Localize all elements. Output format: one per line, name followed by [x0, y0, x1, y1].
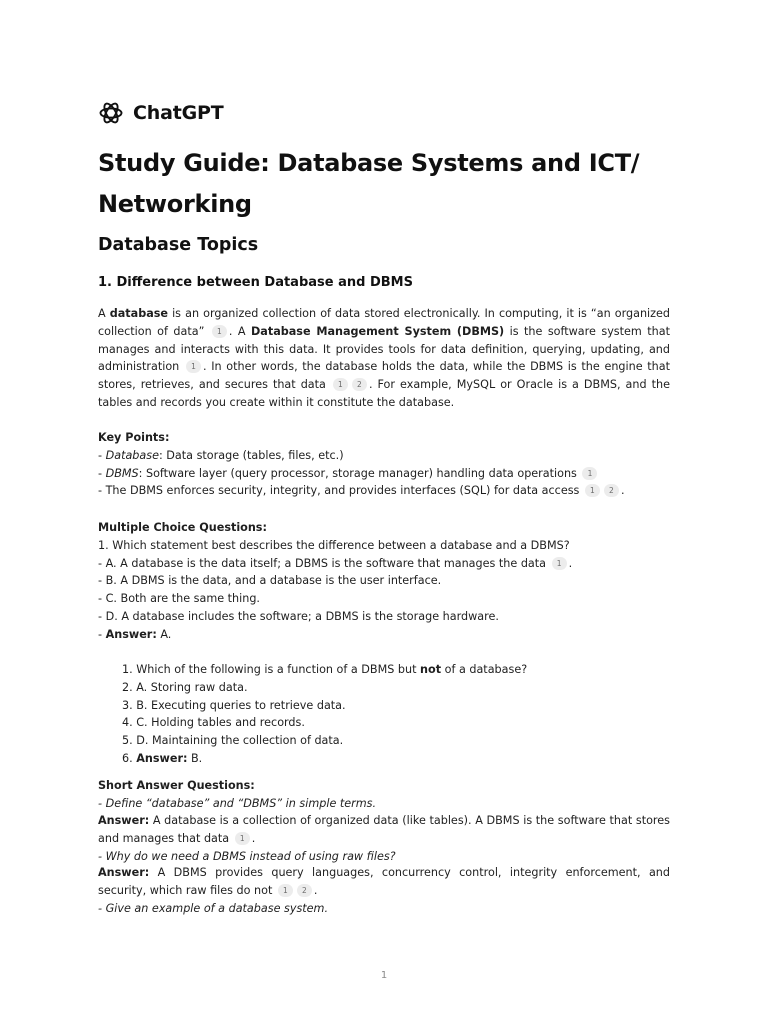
citation-badge[interactable]: 1 — [235, 832, 250, 845]
intro-text: . A — [228, 324, 252, 338]
list-item: - Database: Data storage (tables, files, etc.) — [98, 448, 344, 462]
intro-text: . For example, MySQL or Oracle is a DBMS, and the tables and records you create within it constitute the database. — [98, 378, 670, 409]
mcq-option: - D. A database includes the software; a DBMS is the storage hardware. — [98, 609, 499, 623]
mcq-heading: Multiple Choice Questions: — [98, 521, 267, 534]
short-answer-questions-3 — [98, 900, 670, 918]
brand-header — [98, 100, 223, 126]
short-answer: Answer: A database is a collection of organized data (like tables). A DBMS is the software that stores and manages that data 1 . — [98, 814, 670, 845]
numbered-question-list — [98, 661, 670, 768]
short-answer: Answer: A DBMS provides query languages, concurrency control, integrity enforcement, and security, which raw files do not 1 2 . — [98, 866, 670, 897]
document-title: Study Guide: Database Systems and ICT/ Networking — [98, 149, 640, 218]
citation-badge[interactable]: 1 — [582, 467, 597, 480]
term-database: database — [109, 307, 168, 320]
list-item: 2. A. Storing raw data. — [122, 680, 248, 694]
page-number: 1 — [380, 970, 388, 981]
short-answer-questions — [98, 777, 670, 813]
list-item: 1. Which of the following is a function of a DBMS but not of a database? — [122, 663, 528, 676]
mcq-question: 1. Which statement best describes the difference between a database and a DBMS? — [98, 538, 570, 552]
citation-badge[interactable]: 1 — [278, 884, 293, 897]
citation-badge[interactable]: 1 — [585, 484, 600, 497]
key-points — [98, 429, 670, 500]
mcq-answer: - Answer: A. — [98, 627, 172, 641]
short-question: - Why do we need a DBMS instead of using raw files? — [98, 850, 396, 863]
intro-text: . In other words, the database holds the data, while the DBMS is the engine that stores, retrieves, and secures that data — [98, 360, 670, 392]
list-item: 3. B. Executing queries to retrieve data. — [122, 698, 346, 712]
list-item: 4. C. Holding tables and records. — [122, 716, 305, 730]
short-question: - Give an example of a database system. — [98, 902, 329, 915]
short-question: - Define “database” and “DBMS” in simple terms. — [98, 796, 377, 810]
brand-name: ChatGPT — [133, 102, 224, 124]
key-points-heading: Key Points: — [98, 431, 170, 444]
mcq-option: - A. A database is the data itself; a DBMS is the software that manages the data 1 . — [98, 556, 573, 570]
openai-logo-icon — [98, 100, 124, 126]
mcq-option: - B. A DBMS is the data, and a database is the user interface. — [98, 574, 442, 588]
list-item: - DBMS: Software layer (query processor, storage manager) handling data operations 1 — [98, 465, 670, 483]
mcq-option: - C. Both are the same thing. — [98, 592, 260, 606]
multiple-choice — [98, 519, 670, 644]
citation-badge[interactable]: 2 — [297, 884, 312, 897]
citation-badge[interactable]: 1 — [186, 360, 201, 373]
intro-text: is an organized collection of data stored electronically. In computing, it is “an organized collection of data” — [98, 307, 670, 338]
citation-badge[interactable]: 1 — [333, 378, 348, 391]
list-item: - The DBMS enforces security, integrity, and provides interfaces (SQL) for data access 1 2 . — [98, 484, 625, 498]
list-item: 5. D. Maintaining the collection of data. — [122, 734, 344, 748]
list-item: 6. Answer: B. — [122, 751, 203, 765]
section-heading: Database Topics — [98, 235, 259, 255]
intro-paragraph — [98, 305, 670, 412]
intro-text: A — [98, 307, 110, 320]
citation-badge[interactable]: 2 — [604, 484, 619, 497]
citation-badge[interactable]: 1 — [552, 557, 567, 570]
citation-badge[interactable]: 1 — [212, 325, 227, 338]
intro-text: is the software system that manages and interacts with this data. It provides tools for data definition, querying, updating, and administration — [98, 324, 670, 374]
citation-badge[interactable]: 2 — [352, 378, 367, 391]
term-dbms: Database Management System (DBMS) — [251, 324, 505, 338]
subsection-heading: 1. Difference between Database and DBMS — [98, 275, 413, 290]
short-answer-heading: Short Answer Questions: — [98, 779, 255, 792]
